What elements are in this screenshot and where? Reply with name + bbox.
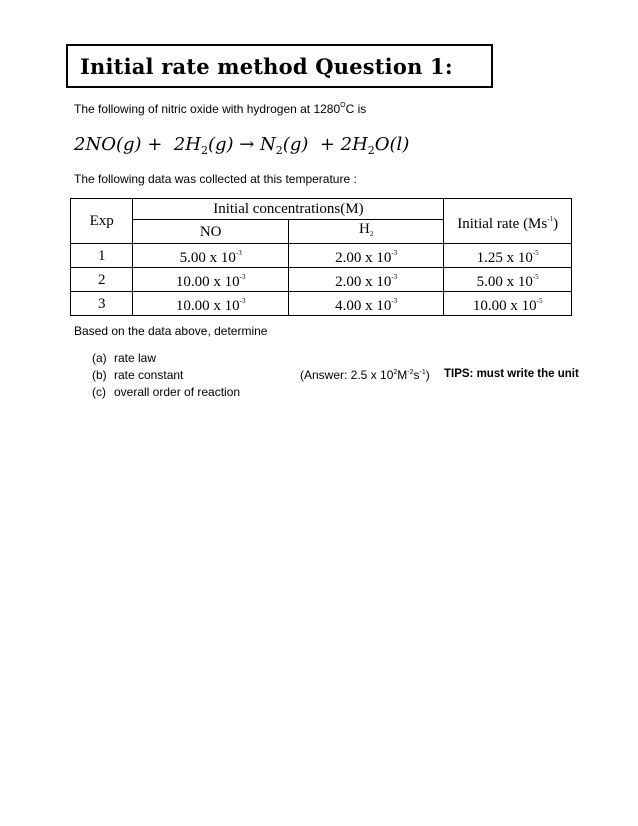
eq-rhs1-sub: 2: [275, 144, 283, 157]
eq-rhs1-a: N: [260, 134, 276, 155]
part-text: rate law: [114, 351, 157, 365]
answer-a: (Answer: 2.5 x 10: [300, 368, 394, 382]
list-item: [92, 351, 240, 368]
cell-rate-value: 1.25 x 10: [476, 250, 533, 266]
cell-no: [133, 268, 289, 292]
cell-no-value: 5.00 x 10: [179, 250, 236, 266]
eq-lhs2-sub: 2: [200, 144, 208, 157]
cell-rate-exp: -5: [532, 249, 539, 257]
question-parts-list: [92, 351, 240, 402]
cell-no-exp: -3: [235, 249, 242, 257]
cell-rate-exp: -5: [532, 273, 539, 281]
subheader-h2-sub: 2: [369, 230, 374, 238]
part-tag: (b): [92, 368, 107, 382]
cell-h2-exp: -3: [391, 297, 398, 305]
intro-sup: O: [340, 102, 346, 109]
cell-h2: [288, 268, 443, 292]
rate-data-table: [70, 198, 572, 316]
cell-no: [133, 292, 289, 316]
eq-rhs2-b: O(l): [374, 134, 410, 155]
cell-rate-value: 5.00 x 10: [476, 274, 533, 290]
subheader-no: NO: [133, 220, 289, 244]
list-item: [92, 385, 240, 402]
cell-exp: 3: [71, 292, 133, 316]
page-title: Initial rate method Question 1:: [80, 53, 453, 79]
cell-rate: [444, 292, 572, 316]
intro-before: The following of nitric oxide with hydrogen at 1280: [74, 102, 341, 116]
answer-sup1: 2: [393, 369, 398, 376]
cell-h2: [288, 292, 443, 316]
part-text: rate constant: [114, 368, 184, 382]
cell-no-value: 10.00 x 10: [175, 274, 240, 290]
part-tag: (c): [92, 385, 106, 399]
cell-h2-exp: -3: [391, 249, 398, 257]
subheader-h2: [288, 220, 443, 244]
cell-exp: 2: [71, 268, 133, 292]
table-row: [71, 268, 572, 292]
answer-hint: [300, 368, 430, 382]
header-rate: [444, 199, 572, 244]
eq-plus2: +: [308, 134, 341, 155]
cell-h2-value: 2.00 x 10: [335, 274, 392, 290]
tips-note: TIPS: must write the unit: [444, 368, 579, 380]
cell-no: [133, 244, 289, 268]
header-rate-b: ): [553, 215, 559, 232]
title-box: [66, 44, 493, 88]
eq-rhs2-a: 2H: [340, 134, 368, 155]
eq-plus1: +: [141, 134, 174, 155]
part-tag: (a): [92, 351, 107, 365]
cell-h2-exp: -3: [391, 273, 398, 281]
table-header-row: [71, 199, 572, 220]
eq-rhs1-b: (g): [282, 134, 309, 155]
cell-exp: 1: [71, 244, 133, 268]
eq-lhs1: 2NO(g): [74, 134, 142, 155]
header-rate-sup: -1: [547, 214, 554, 223]
eq-lhs2: [174, 134, 234, 155]
eq-rhs2: [341, 134, 410, 155]
answer-c: s: [413, 368, 420, 382]
header-rate-a: Initial rate (Ms: [457, 215, 548, 232]
cell-no-value: 10.00 x 10: [175, 298, 240, 314]
table-row: [71, 292, 572, 316]
eq-arrow: →: [233, 134, 261, 155]
list-item: [92, 368, 240, 385]
cell-h2-value: 4.00 x 10: [335, 298, 392, 314]
cell-rate-value: 10.00 x 10: [472, 298, 537, 314]
part-text: overall order of reaction: [114, 385, 241, 399]
cell-rate: [444, 244, 572, 268]
eq-lhs2-b: (g): [207, 134, 234, 155]
cell-no-exp: -3: [239, 273, 246, 281]
cell-rate: [444, 268, 572, 292]
eq-lhs2-a: 2H: [173, 134, 201, 155]
answer-sup3: -1: [419, 369, 426, 376]
answer-d: ): [425, 368, 430, 382]
subheader-h2-a: H: [358, 221, 370, 237]
cell-h2-value: 2.00 x 10: [335, 250, 392, 266]
cell-rate-exp: -5: [536, 297, 543, 305]
eq-rhs1: [260, 134, 308, 155]
table-row: [71, 244, 572, 268]
based-on-text: Based on the data above, determine: [74, 324, 268, 338]
reaction-equation: [74, 134, 409, 157]
answer-sup2: -2: [407, 369, 414, 376]
collected-text: The following data was collected at this temperature :: [74, 172, 357, 186]
eq-rhs2-sub: 2: [367, 144, 375, 157]
header-concentrations: Initial concentrations(M): [133, 199, 444, 220]
intro-text: [74, 102, 366, 116]
answer-b: M: [397, 368, 408, 382]
header-exp: Exp: [71, 199, 133, 244]
cell-h2: [288, 244, 443, 268]
intro-after: C is: [345, 102, 367, 116]
cell-no-exp: -3: [239, 297, 246, 305]
